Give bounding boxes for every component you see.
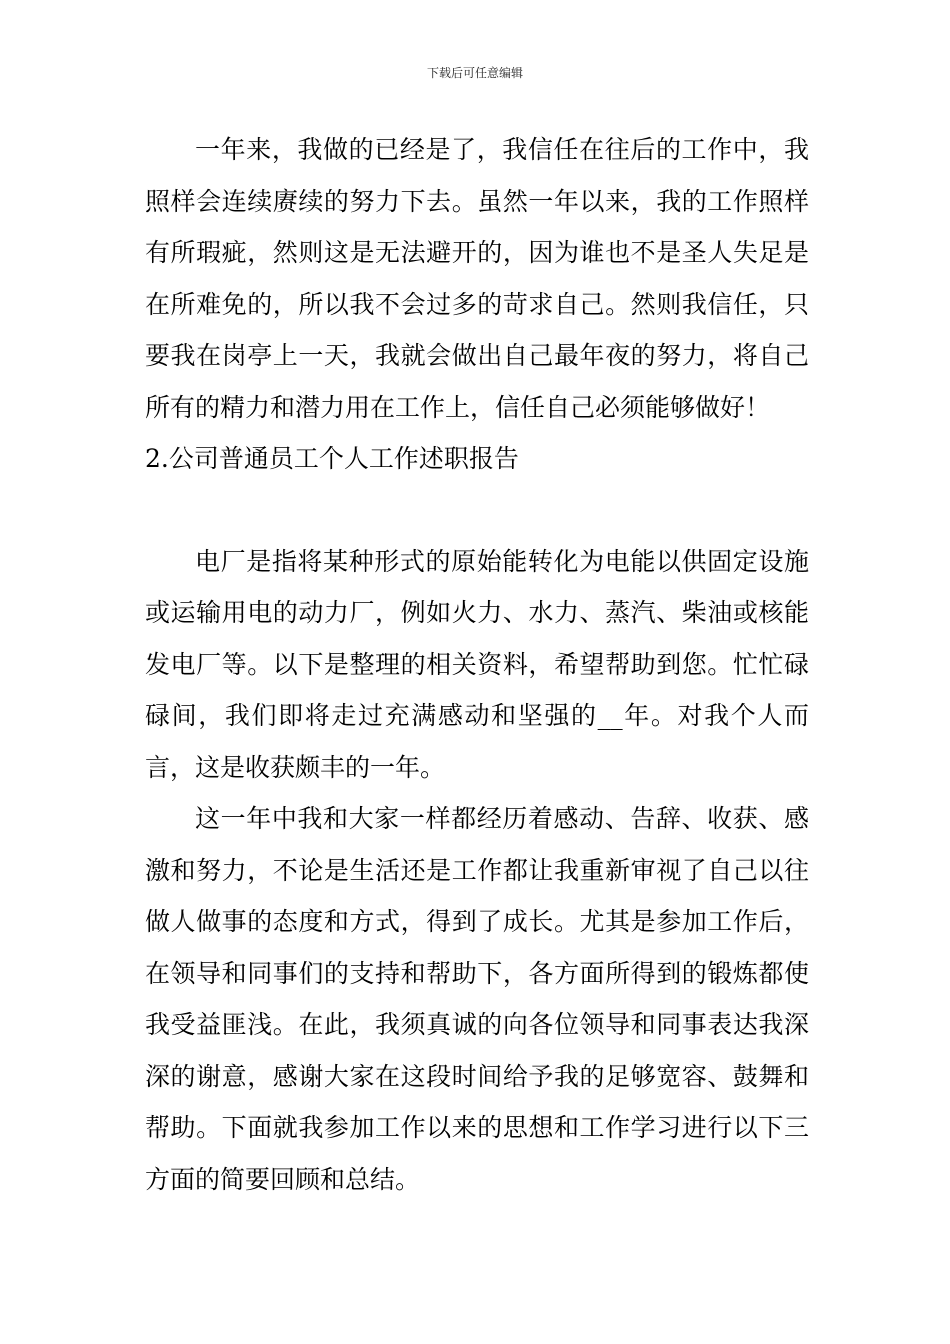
paragraph-conclusion: 一年来，我做的已经是了，我信任在往后的工作中，我照样会连续赓续的努力下去。虽然一年以来，我的工作照样有所瑕疵，然则这是无法避开的，因为谁也不是圣人失足是在所难免的，所以我不会过多的苛求自己。然则我信任，只要我在岗亭上一天，我就会做出自己最年夜的努力，将自己所有的精力和潜力用在工作上，信任自己必须能够做好！ [145, 135, 809, 422]
page-header-note: 下载后可任意编辑 [426, 66, 523, 80]
paragraph-review: 这一年中我和大家一样都经历着感动、告辞、收获、感激和努力，不论是生活还是工作都让我重新审视了自己以往做人做事的态度和方式，得到了成长。尤其是参加工作后，在领导和同事们的支持和帮助下，各方面所得到的锻炼都使我受益匪浅。在此，我须真诚的向各位领导和同事表达我深深的谢意，感谢大家在这段时间给予我的足够宽容、鼓舞和帮助。下面就我参加工作以来的思想和工作学习进行以下三方面的简要回顾和总结。 [145, 804, 809, 1194]
document-body [145, 124, 809, 1205]
paragraph-intro: 电厂是指将某种形式的原始能转化为电能以供固定设施或运输用电的动力厂，例如火力、水力、蒸汽、柴油或核能发电厂等。以下是整理的相关资料，希望帮助到您。忙忙碌碌间，我们即将走过充满感动和坚强的__年。对我个人而言，这是收获颇丰的一年。 [145, 546, 809, 782]
section-heading: 2.公司普通员工个人工作述职报告 [145, 444, 519, 473]
